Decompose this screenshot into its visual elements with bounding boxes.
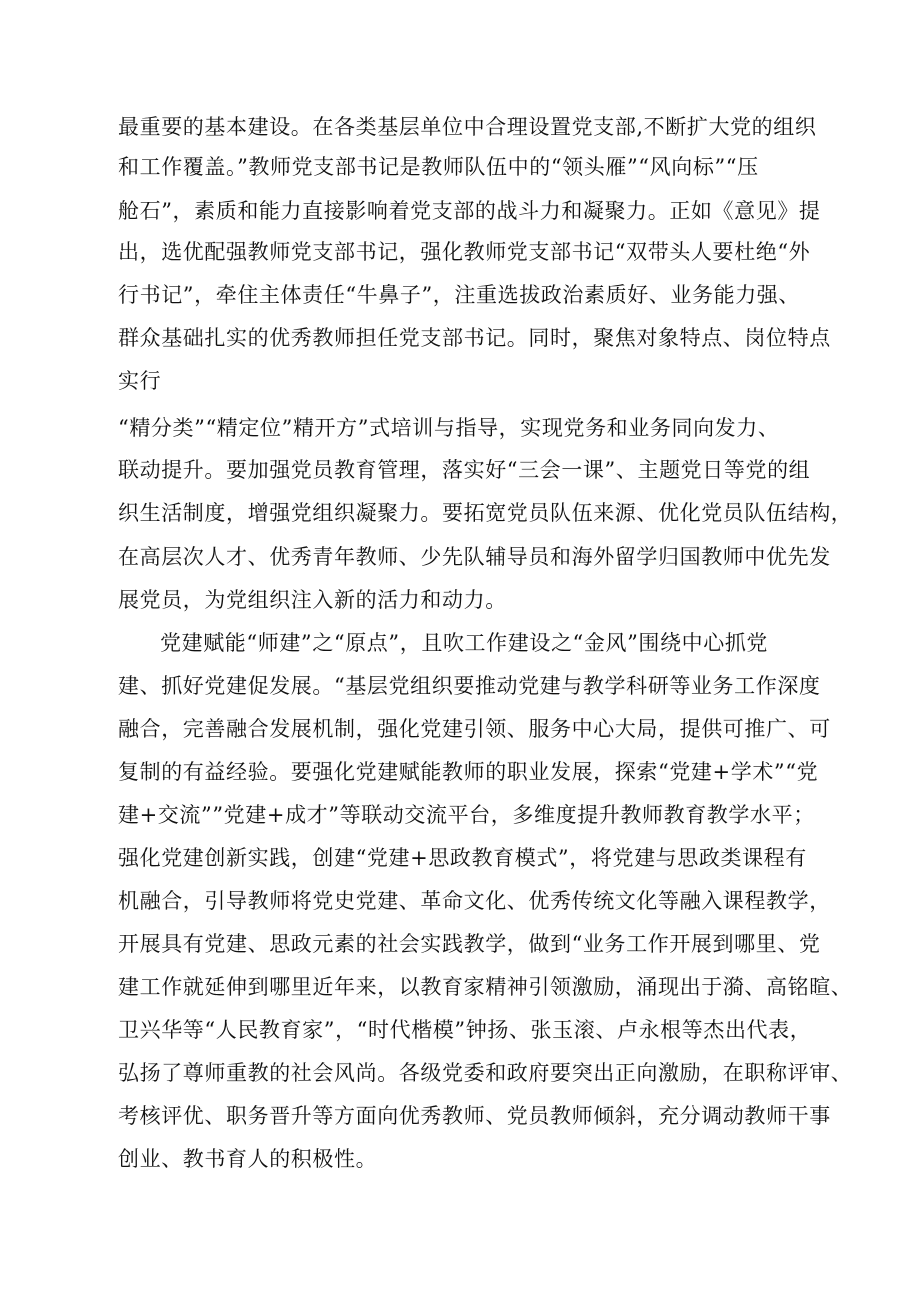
text-line: 群众基础扎实的优秀教师担任党支部书记。同时，聚焦对象特点、岗位特点: [118, 326, 831, 350]
text-line: 创业、教书育人的积极性。: [118, 1147, 378, 1171]
text-line: 建+交流””党建+成才”等联动交流平台，多维度提升教师教育教学水平；: [118, 803, 815, 827]
text-line: 建工作就延伸到哪里近年来，以教育家精神引领激励，涌现出于漪、高铭暄、: [118, 975, 853, 999]
text-line: 开展具有党建、思政元素的社会实践教学，做到“业务工作开展到哪里、党: [118, 932, 821, 956]
text-line: 出，选优配强教师党支部书记，强化教师党支部书记“双带头人要杜绝“外: [118, 240, 811, 264]
paragraph-start-line: 党建赋能“师建”之“原点”，且吹工作建设之“金风”围绕中心抓党: [160, 631, 769, 655]
text-line: 复制的有益经验。要强化党建赋能教师的职业发展，探索“党建+学术”“党: [118, 760, 819, 784]
text-line: 织生活制度，增强党组织凝聚力。要拓宽党员队伍来源、优化党员队伍结构，: [118, 501, 853, 525]
text-line: 最重要的基本建设。在各类基层单位中合理设置党支部,不断扩大党的组织: [118, 115, 817, 139]
text-line: 强化党建创新实践，创建“党建+思政教育模式”，将党建与思政类课程有: [118, 846, 807, 870]
text-line: 卫兴华等“人民教育家”，“时代楷模”钟扬、张玉滚、卢永根等杰出代表，: [118, 1018, 812, 1042]
text-line: 联动提升。要加强党员教育管理，落实好“三会一课”、主题党日等党的组: [118, 458, 811, 482]
text-line: “精分类”“精定位”精开方”式培训与指导，实现党务和业务同向发力、: [118, 416, 780, 440]
text-line: 建、抓好党建促发展。“基层党组织要推动党建与教学科研等业务工作深度: [118, 674, 821, 698]
text-line: 展党员，为党组织注入新的活力和动力。: [118, 588, 507, 612]
text-line: 实行: [118, 369, 162, 393]
text-line: 考核评优、职务晋升等方面向优秀教师、党员教师倾斜，充分调动教师干事: [118, 1104, 831, 1128]
text-line: 和工作覆盖。”教师党支部书记是教师队伍中的“领头雁”“风向标”“压: [118, 155, 759, 179]
text-line: 融合，完善融合发展机制，强化党建引领、服务中心大局，提供可推广、可: [118, 717, 831, 741]
text-line: 机融合，引导教师将党史党建、革命文化、优秀传统文化等融入课程教学，: [118, 889, 831, 913]
text-line: 行书记”，牵住主体责任“牛鼻子”，注重选拔政治素质好、业务能力强、: [118, 283, 801, 307]
text-line: 在高层次人才、优秀青年教师、少先队辅导员和海外留学归国教师中优先发: [118, 545, 831, 569]
text-line: 舱石”，素质和能力直接影响着党支部的战斗力和凝聚力。正如《意见》提: [118, 199, 821, 223]
text-line: 弘扬了尊师重教的社会风尚。各级党委和政府要突出正向激励，在职称评审、: [118, 1061, 853, 1085]
